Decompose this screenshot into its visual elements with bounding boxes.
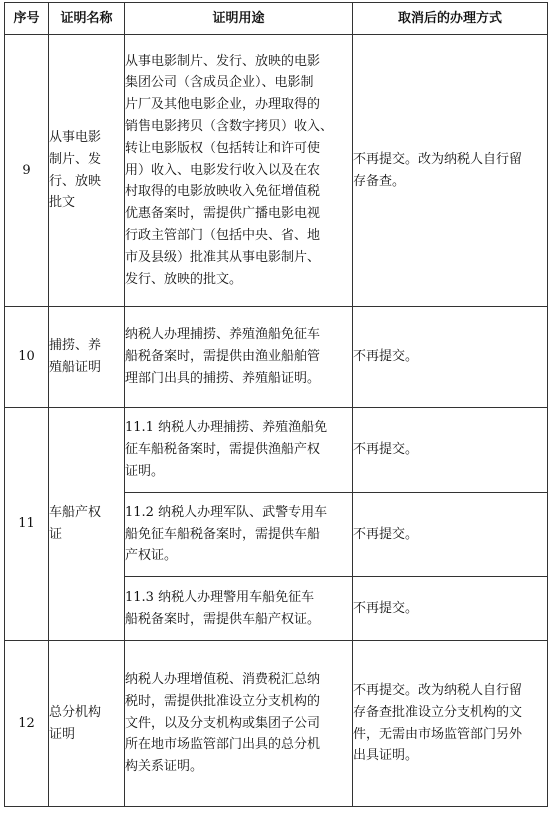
row-seq: 11 — [5, 408, 49, 641]
row-purpose: 11.3 纳税人办理警用车船免征车 船税备案时，需提供车船产权证。 — [125, 577, 353, 641]
row-method: 不再提交。 — [353, 577, 548, 641]
header-seq: 序号 — [5, 3, 49, 35]
row-purpose: 11.1 纳税人办理捕捞、养殖渔船免 征车船税备案时，需提供渔船产权 证明。 — [125, 408, 353, 493]
row-purpose: 11.2 纳税人办理军队、武警专用车 船免征车船税备案时，需提供车船 产权证。 — [125, 493, 353, 577]
certificate-table — [4, 2, 548, 807]
row-cert-name: 总分机构 证明 — [49, 641, 125, 807]
row-purpose: 纳税人办理捕捞、养殖渔船免征车 船税备案时，需提供由渔业船舶管 理部门出具的捕捞、养殖船证明。 — [125, 307, 353, 408]
row-seq: 9 — [5, 35, 49, 307]
row-purpose: 从事电影制片、发行、放映的电影 集团公司（含成员企业）、电影制 片厂及其他电影企业，办理取得的 销售电影拷贝（含数字拷贝）收入、 转让电影版权（包括转让和许可使 用）收入、电影发行收入以及在农 村取得的电影放映收入免征增值税 优惠备案时，需提供广播电影电视 行政主管部门（包括中央、省、地 市及县级）批准其从事电影制片、 发行、放映的批文。 — [125, 35, 353, 307]
row-method: 不再提交。 — [353, 307, 548, 408]
table-header-row — [5, 3, 548, 35]
table-row — [5, 35, 548, 307]
row-purpose: 纳税人办理增值税、消费税汇总纳 税时，需提供批准设立分支机构的 文件，以及分支机构或集团子公司 所在地市场监管部门出具的总分机 构关系证明。 — [125, 641, 353, 807]
table-row — [5, 408, 548, 493]
row-cert-name: 车船产权 证 — [49, 408, 125, 641]
row-cert-name: 捕捞、养 殖船证明 — [49, 307, 125, 408]
row-method: 不再提交。 — [353, 408, 548, 493]
header-purpose: 证明用途 — [125, 3, 353, 35]
row-cert-name: 从事电影 制片、发 行、放映 批文 — [49, 35, 125, 307]
header-name: 证明名称 — [49, 3, 125, 35]
row-method: 不再提交。 — [353, 493, 548, 577]
row-method: 不再提交。改为纳税人自行留 存备查。 — [353, 35, 548, 307]
table-row — [5, 307, 548, 408]
header-method: 取消后的办理方式 — [353, 3, 548, 35]
row-seq: 10 — [5, 307, 49, 408]
table-row — [5, 641, 548, 807]
row-seq: 12 — [5, 641, 49, 807]
row-method: 不再提交。改为纳税人自行留 存备查批准设立分支机构的文 件，无需由市场监管部门另外 出具证明。 — [353, 641, 548, 807]
